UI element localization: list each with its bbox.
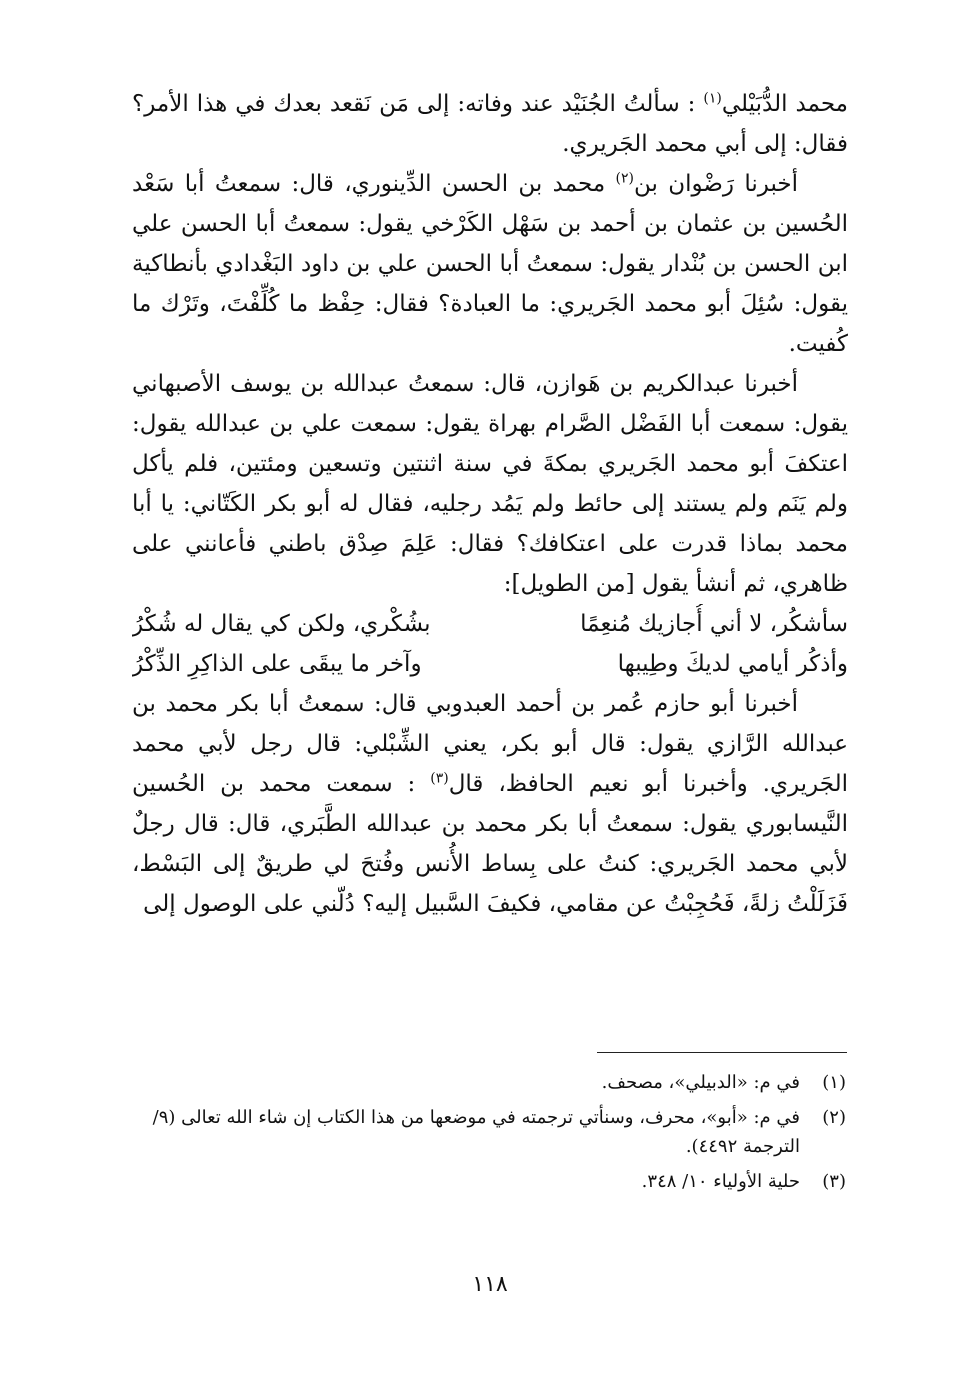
footnote-text: حلية الأولياء ١٠/ ٣٤٨. (641, 1171, 800, 1192)
footnote-number: (٣) (822, 1171, 846, 1192)
footnote-2 (130, 1103, 846, 1161)
verse-1-second-hemistich: بشُكْري، ولكن كي يقال له شُكْرُ (132, 611, 431, 637)
verse-line-2 (132, 644, 848, 684)
footnote-3 (130, 1167, 846, 1196)
paragraph-1-start: محمد الدُّبَيْلي (721, 91, 848, 117)
main-text (132, 84, 848, 924)
paragraph-4 (132, 684, 848, 924)
footnote-1 (130, 1068, 846, 1097)
verse-2-second-hemistich: وآخر ما يبقَى على الذاكِرِ الذِّكْرُ (132, 651, 422, 677)
footnote-number: (١) (822, 1072, 846, 1093)
footnote-text: في م: «الدبيلي»، مصحف. (601, 1072, 800, 1093)
paragraph-2-start: أخبرنا رَضْوان بن (633, 171, 798, 197)
verse-2-first-hemistich: وأذكُر أيامي لديكَ وطِيبها (617, 651, 848, 677)
footnote-text: في م: «أبو»، محرف، وسنأتي ترجمته في موضعها من هذا الكتاب إن شاء الله تعالى (٩/ الترجمة ٤٤٩٢). (152, 1107, 800, 1157)
footnote-separator (597, 1052, 847, 1053)
paragraph-4-rest: : سمعت محمد بن الحُسين النَّيسابوري يقول: سمعتُ أبا بكر محمد بن عبدالله الطَّبَري، قال: قال رجلٌ لأبي محمد الجَريري: كنتُ على بِساط الأُنس وفُتحَ لي طريقٌ إلى البَسْط، فَزَلَلْتُ زلةً، فَحُجِبْتُ عن مقامي، فكيفَ السَّبيل إليه؟ دُلّني على الوصول إلى (132, 771, 848, 917)
footnotes (130, 1068, 846, 1202)
paragraph-2-rest: محمد بن الحسن الدِّينوري، قال: سمعتُ أبا سَعْد الحُسين بن عثمان بن أحمد بن سَهْل الكَرْخي يقول: سمعتُ أبا الحسن علي ابن الحسن بن بُنْدار يقول: سمعتُ أبا الحسن علي بن داود البَغْدادي بأنطاكية يقول: سُئِلَ أبو محمد الجَريري: ما العبادة؟ فقال: حِفْظ ما كُلِّفْتَ، وتَرْك ما كُفيت. (132, 171, 848, 357)
paragraph-1 (132, 84, 848, 164)
footnote-ref-3: (٣) (430, 770, 449, 787)
paragraph-3: أخبرنا عبدالكريم بن هَوازن، قال: سمعتُ عبدالله بن يوسف الأصبهاني يقول: سمعت أبا الفَضْل الصَّرام بهراة يقول: سمعت علي بن عبدالله يقول: اعتكفَ أبو محمد الجَريري بمكةَ في سنة اثنتين وتسعين ومئتين، فلم يأكل ولم يَنَم ولم يستند إلى حائط ولم يَمُد رجليه، فقال له أبو بكر الكَتّاني: يا أبا محمد بماذا قدرت على اعتكافك؟ فقال: عَلِمَ صِدْق باطني فأعانني على ظاهري، ثم أنشأ يقول [من الطويل]: (132, 371, 848, 597)
verse-line-1 (132, 604, 848, 644)
paragraph-1-rest: : سألتُ الجُنَيْد عند وفاته: إلى مَن نَقعد بعدك في هذا الأمر؟ فقال: إلى أبي محمد الجَريري. (132, 91, 848, 157)
footnote-ref-1: (١) (703, 90, 722, 107)
footnote-ref-2: (٢) (615, 170, 634, 187)
verse-1-first-hemistich: سأشكُر، لا أني أُجازيك مُنعِمًا (580, 611, 848, 637)
footnote-number: (٢) (822, 1107, 846, 1128)
page-number: ١١٨ (472, 1272, 508, 1297)
paragraph-4-start: أخبرنا أبو حازم عُمر بن أحمد العبدوبي قال: سمعتُ أبا بكر محمد بن عبدالله الرَّازي يقول: قال أبو بكر، يعني الشِّبْلي: قال رجل لأبي محمد الجَريري. وأخبرنا أبو نعيم الحافظ، قال (132, 691, 848, 797)
paragraph-2 (132, 164, 848, 364)
